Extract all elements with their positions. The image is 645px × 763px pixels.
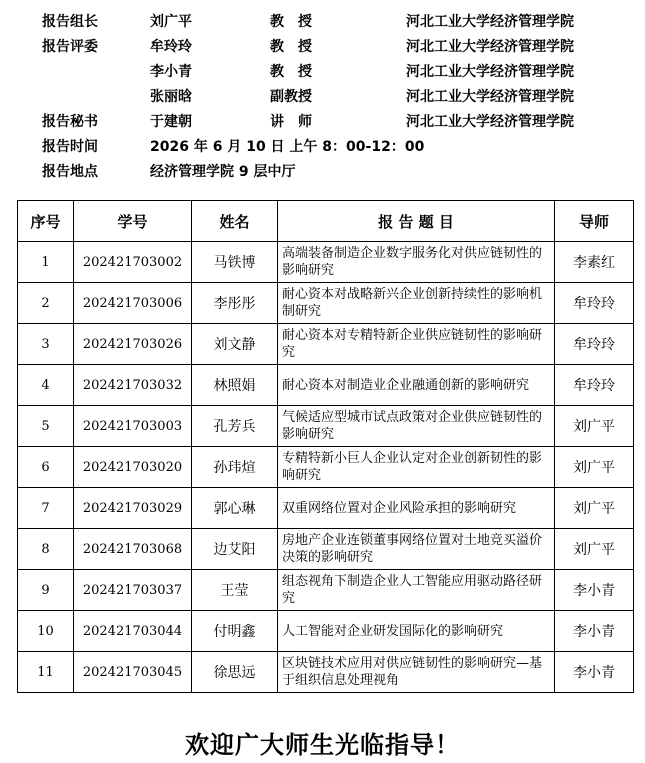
reviewer-org: 河北工业大学经济管理学院 [406,39,574,55]
cell-student-name: 孔芳兵 [192,406,278,447]
table-header-row [18,201,634,242]
cell-student-name: 马铁博 [192,242,278,283]
time-label: 报告时间 [42,139,98,155]
cell-student-name: 郭心琳 [192,488,278,529]
cell-topic: 组态视角下制造企业人工智能应用驱动路径研究 [278,570,555,611]
header-name: 姓名 [192,201,278,242]
cell-student-name: 刘文静 [192,324,278,365]
cell-advisor: 刘广平 [555,447,634,488]
cell-topic: 人工智能对企业研发国际化的影响研究 [278,611,555,652]
cell-student-id: 202421703032 [74,365,192,406]
cell-topic: 耐心资本对战略新兴企业创新持续性的影响机制研究 [278,283,555,324]
table-row [18,283,634,324]
cell-advisor: 牟玲玲 [555,365,634,406]
place-value: 经济管理学院 9 层中厅 [150,164,296,180]
secretary-label: 报告秘书 [42,114,98,130]
header-no: 序号 [18,201,74,242]
cell-topic: 房地产企业连锁董事网络位置对土地竞买溢价决策的影响研究 [278,529,555,570]
cell-no: 11 [18,652,74,693]
cell-student-id: 202421703037 [74,570,192,611]
time-row [42,135,642,160]
cell-no: 1 [18,242,74,283]
cell-student-id: 202421703026 [74,324,192,365]
cell-student-id: 202421703003 [74,406,192,447]
cell-no: 10 [18,611,74,652]
secretary-org: 河北工业大学经济管理学院 [406,114,574,130]
cell-no: 6 [18,447,74,488]
cell-student-id: 202421703045 [74,652,192,693]
committee-info [42,10,642,185]
secretary-title: 讲 师 [270,114,312,130]
reviewer-name: 张丽晗 [150,89,192,105]
cell-student-id: 202421703006 [74,283,192,324]
cell-student-name: 边艾阳 [192,529,278,570]
cell-topic: 双重网络位置对企业风险承担的影响研究 [278,488,555,529]
cell-no: 4 [18,365,74,406]
cell-advisor: 李小青 [555,570,634,611]
cell-advisor: 刘广平 [555,488,634,529]
table-row [18,447,634,488]
cell-student-id: 202421703020 [74,447,192,488]
table-row [18,406,634,447]
cell-student-name: 孙玮煊 [192,447,278,488]
cell-advisor: 牟玲玲 [555,324,634,365]
cell-student-id: 202421703029 [74,488,192,529]
cell-student-name: 林照娟 [192,365,278,406]
cell-student-id: 202421703068 [74,529,192,570]
header-advisor: 导师 [555,201,634,242]
cell-no: 9 [18,570,74,611]
header-topic: 报 告 题 目 [278,201,555,242]
chair-name: 刘广平 [150,14,192,30]
cell-advisor: 牟玲玲 [555,283,634,324]
table-row [18,242,634,283]
cell-topic: 耐心资本对专精特新企业供应链韧性的影响研究 [278,324,555,365]
cell-no: 2 [18,283,74,324]
cell-no: 8 [18,529,74,570]
reviewer-title: 教 授 [270,64,312,80]
header-id: 学号 [74,201,192,242]
chair-title: 教 授 [270,14,312,30]
time-value: 2026 年 6 月 10 日 上午 8：00-12：00 [150,139,425,155]
reviewers-label: 报告评委 [42,39,98,55]
schedule-table [17,200,634,693]
place-label: 报告地点 [42,164,98,180]
cell-student-name: 付明鑫 [192,611,278,652]
table-row [18,365,634,406]
cell-student-name: 徐思远 [192,652,278,693]
table-row [18,529,634,570]
secretary-name: 于建朝 [150,114,192,130]
table-row [18,611,634,652]
chair-row [42,10,642,35]
cell-topic: 气候适应型城市试点政策对企业供应链韧性的影响研究 [278,406,555,447]
cell-student-id: 202421703044 [74,611,192,652]
welcome-message: 欢迎广大师生光临指导！ [185,730,460,759]
table-row [18,570,634,611]
cell-student-name: 李彤彤 [192,283,278,324]
cell-advisor: 李小青 [555,652,634,693]
table-row [18,488,634,529]
chair-org: 河北工业大学经济管理学院 [406,14,574,30]
cell-student-name: 王莹 [192,570,278,611]
reviewer-name: 李小青 [150,64,192,80]
cell-no: 5 [18,406,74,447]
reviewer-row [42,60,642,85]
table-row [18,324,634,365]
reviewer-row [42,35,642,60]
secretary-row [42,110,642,135]
reviewer-row [42,85,642,110]
reviewer-title: 教 授 [270,39,312,55]
cell-advisor: 刘广平 [555,529,634,570]
cell-advisor: 刘广平 [555,406,634,447]
table-row [18,652,634,693]
table-body [18,242,634,693]
reviewer-org: 河北工业大学经济管理学院 [406,89,574,105]
cell-topic: 高端装备制造企业数字服务化对供应链韧性的影响研究 [278,242,555,283]
reviewer-title: 副教授 [270,89,312,105]
place-row [42,160,642,185]
reviewer-name: 牟玲玲 [150,39,192,55]
cell-student-id: 202421703002 [74,242,192,283]
cell-no: 3 [18,324,74,365]
cell-topic: 区块链技术应用对供应链韧性的影响研究—基于组织信息处理视角 [278,652,555,693]
chair-label: 报告组长 [42,14,98,30]
cell-no: 7 [18,488,74,529]
cell-advisor: 李小青 [555,611,634,652]
cell-advisor: 李素红 [555,242,634,283]
reviewer-org: 河北工业大学经济管理学院 [406,64,574,80]
cell-topic: 耐心资本对制造业企业融通创新的影响研究 [278,365,555,406]
cell-topic: 专精特新小巨人企业认定对企业创新韧性的影响研究 [278,447,555,488]
